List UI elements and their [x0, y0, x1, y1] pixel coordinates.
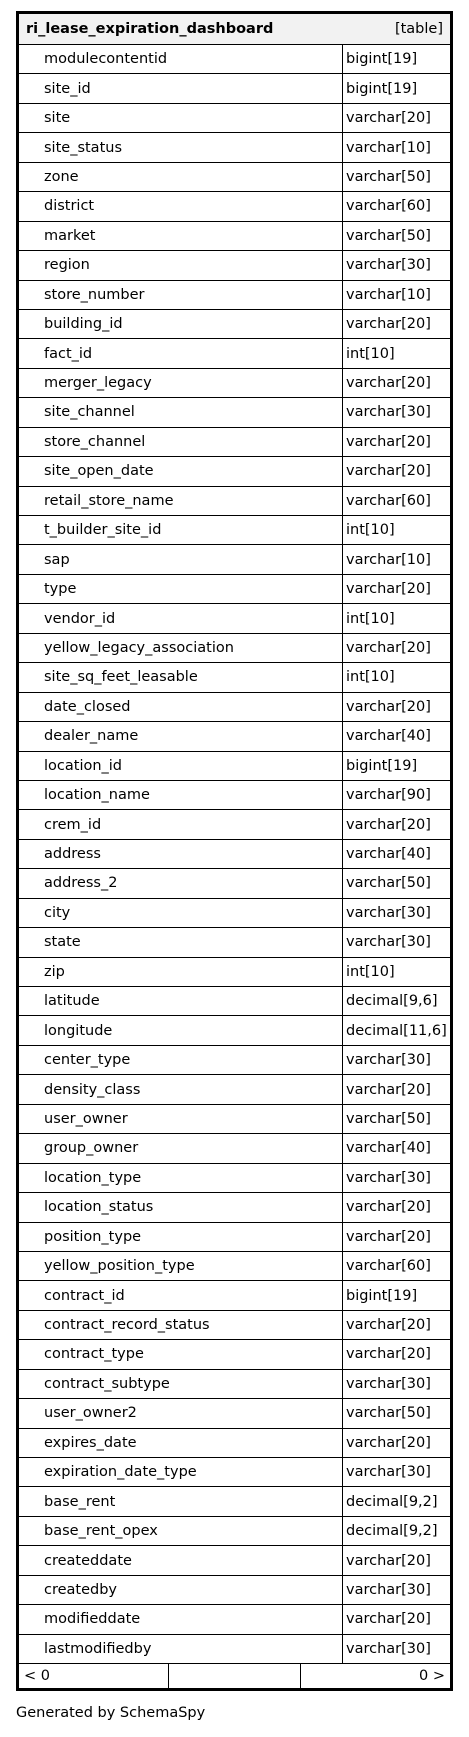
table-node — [16, 11, 453, 1691]
column-type: varchar[50] — [346, 168, 431, 185]
column-name: retail_store_name — [19, 487, 343, 515]
table-row — [19, 1134, 450, 1163]
column-type: varchar[30] — [346, 1052, 431, 1069]
column-type: varchar[60] — [346, 1258, 431, 1275]
column-type: decimal[9,6] — [346, 993, 438, 1010]
column-type: varchar[10] — [346, 286, 431, 303]
table-row — [19, 1311, 450, 1340]
table-row — [19, 810, 450, 839]
table-row — [19, 222, 450, 251]
column-name: lastmodifiedby — [19, 1635, 343, 1663]
column-name: contract_subtype — [19, 1370, 343, 1398]
column-name: site_status — [19, 133, 343, 161]
column-name: location_type — [19, 1164, 343, 1192]
table-row — [19, 869, 450, 898]
column-type: varchar[10] — [346, 551, 431, 568]
column-name: crem_id — [19, 810, 343, 838]
table-row — [19, 693, 450, 722]
column-name: base_rent_opex — [19, 1517, 343, 1545]
column-name: contract_type — [19, 1340, 343, 1368]
table-row — [19, 1340, 450, 1369]
table-row — [19, 899, 450, 928]
column-type: int[10] — [346, 669, 395, 686]
column-name: user_owner — [19, 1105, 343, 1133]
column-type: varchar[20] — [346, 816, 431, 833]
column-name: yellow_position_type — [19, 1252, 343, 1280]
column-name: location_id — [19, 752, 343, 780]
table-row — [19, 339, 450, 368]
column-type: varchar[20] — [346, 1611, 431, 1628]
column-type: varchar[30] — [346, 257, 431, 274]
table-row — [19, 428, 450, 457]
column-name: zip — [19, 958, 343, 986]
column-type: decimal[11,6] — [346, 1022, 447, 1039]
column-name: group_owner — [19, 1134, 343, 1162]
column-type: varchar[50] — [346, 875, 431, 892]
table-row — [19, 722, 450, 751]
parent-count: < 0 — [19, 1664, 169, 1688]
table-row — [19, 310, 450, 339]
column-type: varchar[30] — [346, 904, 431, 921]
table-row — [19, 958, 450, 987]
column-type: varchar[20] — [346, 581, 431, 598]
column-type: int[10] — [346, 522, 395, 539]
table-row — [19, 398, 450, 427]
table-footer — [19, 1664, 450, 1688]
column-name: density_class — [19, 1075, 343, 1103]
column-type: bigint[19] — [346, 1287, 418, 1304]
column-name: address — [19, 840, 343, 868]
column-name: site_open_date — [19, 457, 343, 485]
column-name: date_closed — [19, 693, 343, 721]
column-type: varchar[20] — [346, 433, 431, 450]
column-name: modifieddate — [19, 1605, 343, 1633]
column-name: city — [19, 899, 343, 927]
column-name: market — [19, 222, 343, 250]
table-row — [19, 1016, 450, 1045]
table-row — [19, 1576, 450, 1605]
column-type: varchar[10] — [346, 139, 431, 156]
column-type: varchar[30] — [346, 934, 431, 951]
table-row — [19, 1075, 450, 1104]
table-row — [19, 1252, 450, 1281]
column-type: varchar[30] — [346, 1464, 431, 1481]
column-name: type — [19, 575, 343, 603]
table-row — [19, 192, 450, 221]
table-row — [19, 133, 450, 162]
table-row — [19, 545, 450, 574]
table-row — [19, 1281, 450, 1310]
column-name: district — [19, 192, 343, 220]
column-type: varchar[20] — [346, 639, 431, 656]
column-name: sap — [19, 545, 343, 573]
column-name: location_status — [19, 1193, 343, 1221]
column-type: varchar[20] — [346, 316, 431, 333]
column-type: int[10] — [346, 610, 395, 627]
column-name: site_id — [19, 74, 343, 102]
table-row — [19, 281, 450, 310]
column-type: varchar[20] — [346, 110, 431, 127]
table-row — [19, 1546, 450, 1575]
column-name: site_sq_feet_leasable — [19, 663, 343, 691]
column-type: bigint[19] — [346, 80, 418, 97]
column-type: varchar[50] — [346, 1110, 431, 1127]
column-name: site_channel — [19, 398, 343, 426]
column-name: modulecontentid — [19, 45, 343, 73]
column-name: store_number — [19, 281, 343, 309]
table-row — [19, 487, 450, 516]
table-row — [19, 752, 450, 781]
column-type: varchar[20] — [346, 375, 431, 392]
table-row — [19, 1605, 450, 1634]
table-row — [19, 251, 450, 280]
table-row — [19, 1046, 450, 1075]
table-row — [19, 74, 450, 103]
column-type: decimal[9,2] — [346, 1523, 438, 1540]
column-name: address_2 — [19, 869, 343, 897]
column-type: bigint[19] — [346, 51, 418, 68]
column-type: varchar[20] — [346, 698, 431, 715]
column-type: varchar[20] — [346, 1552, 431, 1569]
column-name: t_builder_site_id — [19, 516, 343, 544]
table-row — [19, 987, 450, 1016]
column-type: decimal[9,2] — [346, 1493, 438, 1510]
column-list — [19, 45, 450, 1664]
column-name: vendor_id — [19, 604, 343, 632]
column-name: createddate — [19, 1546, 343, 1574]
table-row — [19, 516, 450, 545]
column-type: varchar[30] — [346, 404, 431, 421]
table-row — [19, 369, 450, 398]
column-name: longitude — [19, 1016, 343, 1044]
column-type: varchar[20] — [346, 1081, 431, 1098]
column-name: site — [19, 104, 343, 132]
table-row — [19, 163, 450, 192]
table-row — [19, 1223, 450, 1252]
table-row — [19, 663, 450, 692]
column-type: varchar[40] — [346, 728, 431, 745]
column-name: center_type — [19, 1046, 343, 1074]
column-type: varchar[60] — [346, 198, 431, 215]
column-type: varchar[20] — [346, 1317, 431, 1334]
column-type: varchar[90] — [346, 787, 431, 804]
column-name: fact_id — [19, 339, 343, 367]
column-name: yellow_legacy_association — [19, 634, 343, 662]
column-name: building_id — [19, 310, 343, 338]
column-type: varchar[60] — [346, 492, 431, 509]
column-name: contract_record_status — [19, 1311, 343, 1339]
column-type: bigint[19] — [346, 757, 418, 774]
column-name: dealer_name — [19, 722, 343, 750]
table-row — [19, 1517, 450, 1546]
table-row — [19, 457, 450, 486]
generated-by-text: Generated by SchemaSpy — [16, 1705, 206, 1721]
column-name: state — [19, 928, 343, 956]
child-count: 0 > — [419, 1668, 445, 1685]
column-type: int[10] — [346, 345, 395, 362]
column-name: createdby — [19, 1576, 343, 1604]
table-row — [19, 575, 450, 604]
column-type: varchar[20] — [346, 1228, 431, 1245]
table-row — [19, 840, 450, 869]
table-row — [19, 1193, 450, 1222]
column-name: base_rent — [19, 1487, 343, 1515]
table-row — [19, 928, 450, 957]
table-row — [19, 104, 450, 133]
table-header — [19, 14, 450, 45]
column-type: varchar[30] — [346, 1640, 431, 1657]
table-row — [19, 1635, 450, 1664]
column-type: varchar[30] — [346, 1581, 431, 1598]
footer-spacer — [169, 1664, 301, 1688]
column-name: region — [19, 251, 343, 279]
column-type: varchar[20] — [346, 463, 431, 480]
column-name: store_channel — [19, 428, 343, 456]
column-name: expiration_date_type — [19, 1458, 343, 1486]
table-row — [19, 45, 450, 74]
column-type: varchar[50] — [346, 1405, 431, 1422]
column-type: varchar[20] — [346, 1346, 431, 1363]
table-row — [19, 1399, 450, 1428]
table-kind-label: [table] — [394, 21, 443, 37]
column-name: contract_id — [19, 1281, 343, 1309]
column-type: varchar[30] — [346, 1375, 431, 1392]
column-type: varchar[20] — [346, 1199, 431, 1216]
column-name: merger_legacy — [19, 369, 343, 397]
table-row — [19, 1105, 450, 1134]
column-name: latitude — [19, 987, 343, 1015]
table-row — [19, 1429, 450, 1458]
column-type: int[10] — [346, 963, 395, 980]
column-name: zone — [19, 163, 343, 191]
table-row — [19, 1164, 450, 1193]
table-row — [19, 604, 450, 633]
column-type: varchar[20] — [346, 1434, 431, 1451]
column-name: location_name — [19, 781, 343, 809]
column-type: varchar[30] — [346, 1169, 431, 1186]
column-type: varchar[40] — [346, 1140, 431, 1157]
table-row — [19, 1487, 450, 1516]
table-name: ri_lease_expiration_dashboard — [26, 21, 274, 37]
column-name: position_type — [19, 1223, 343, 1251]
column-name: expires_date — [19, 1429, 343, 1457]
table-row — [19, 634, 450, 663]
column-type: varchar[50] — [346, 227, 431, 244]
table-row — [19, 1458, 450, 1487]
column-type: varchar[40] — [346, 846, 431, 863]
table-row — [19, 781, 450, 810]
column-name: user_owner2 — [19, 1399, 343, 1427]
table-row — [19, 1370, 450, 1399]
